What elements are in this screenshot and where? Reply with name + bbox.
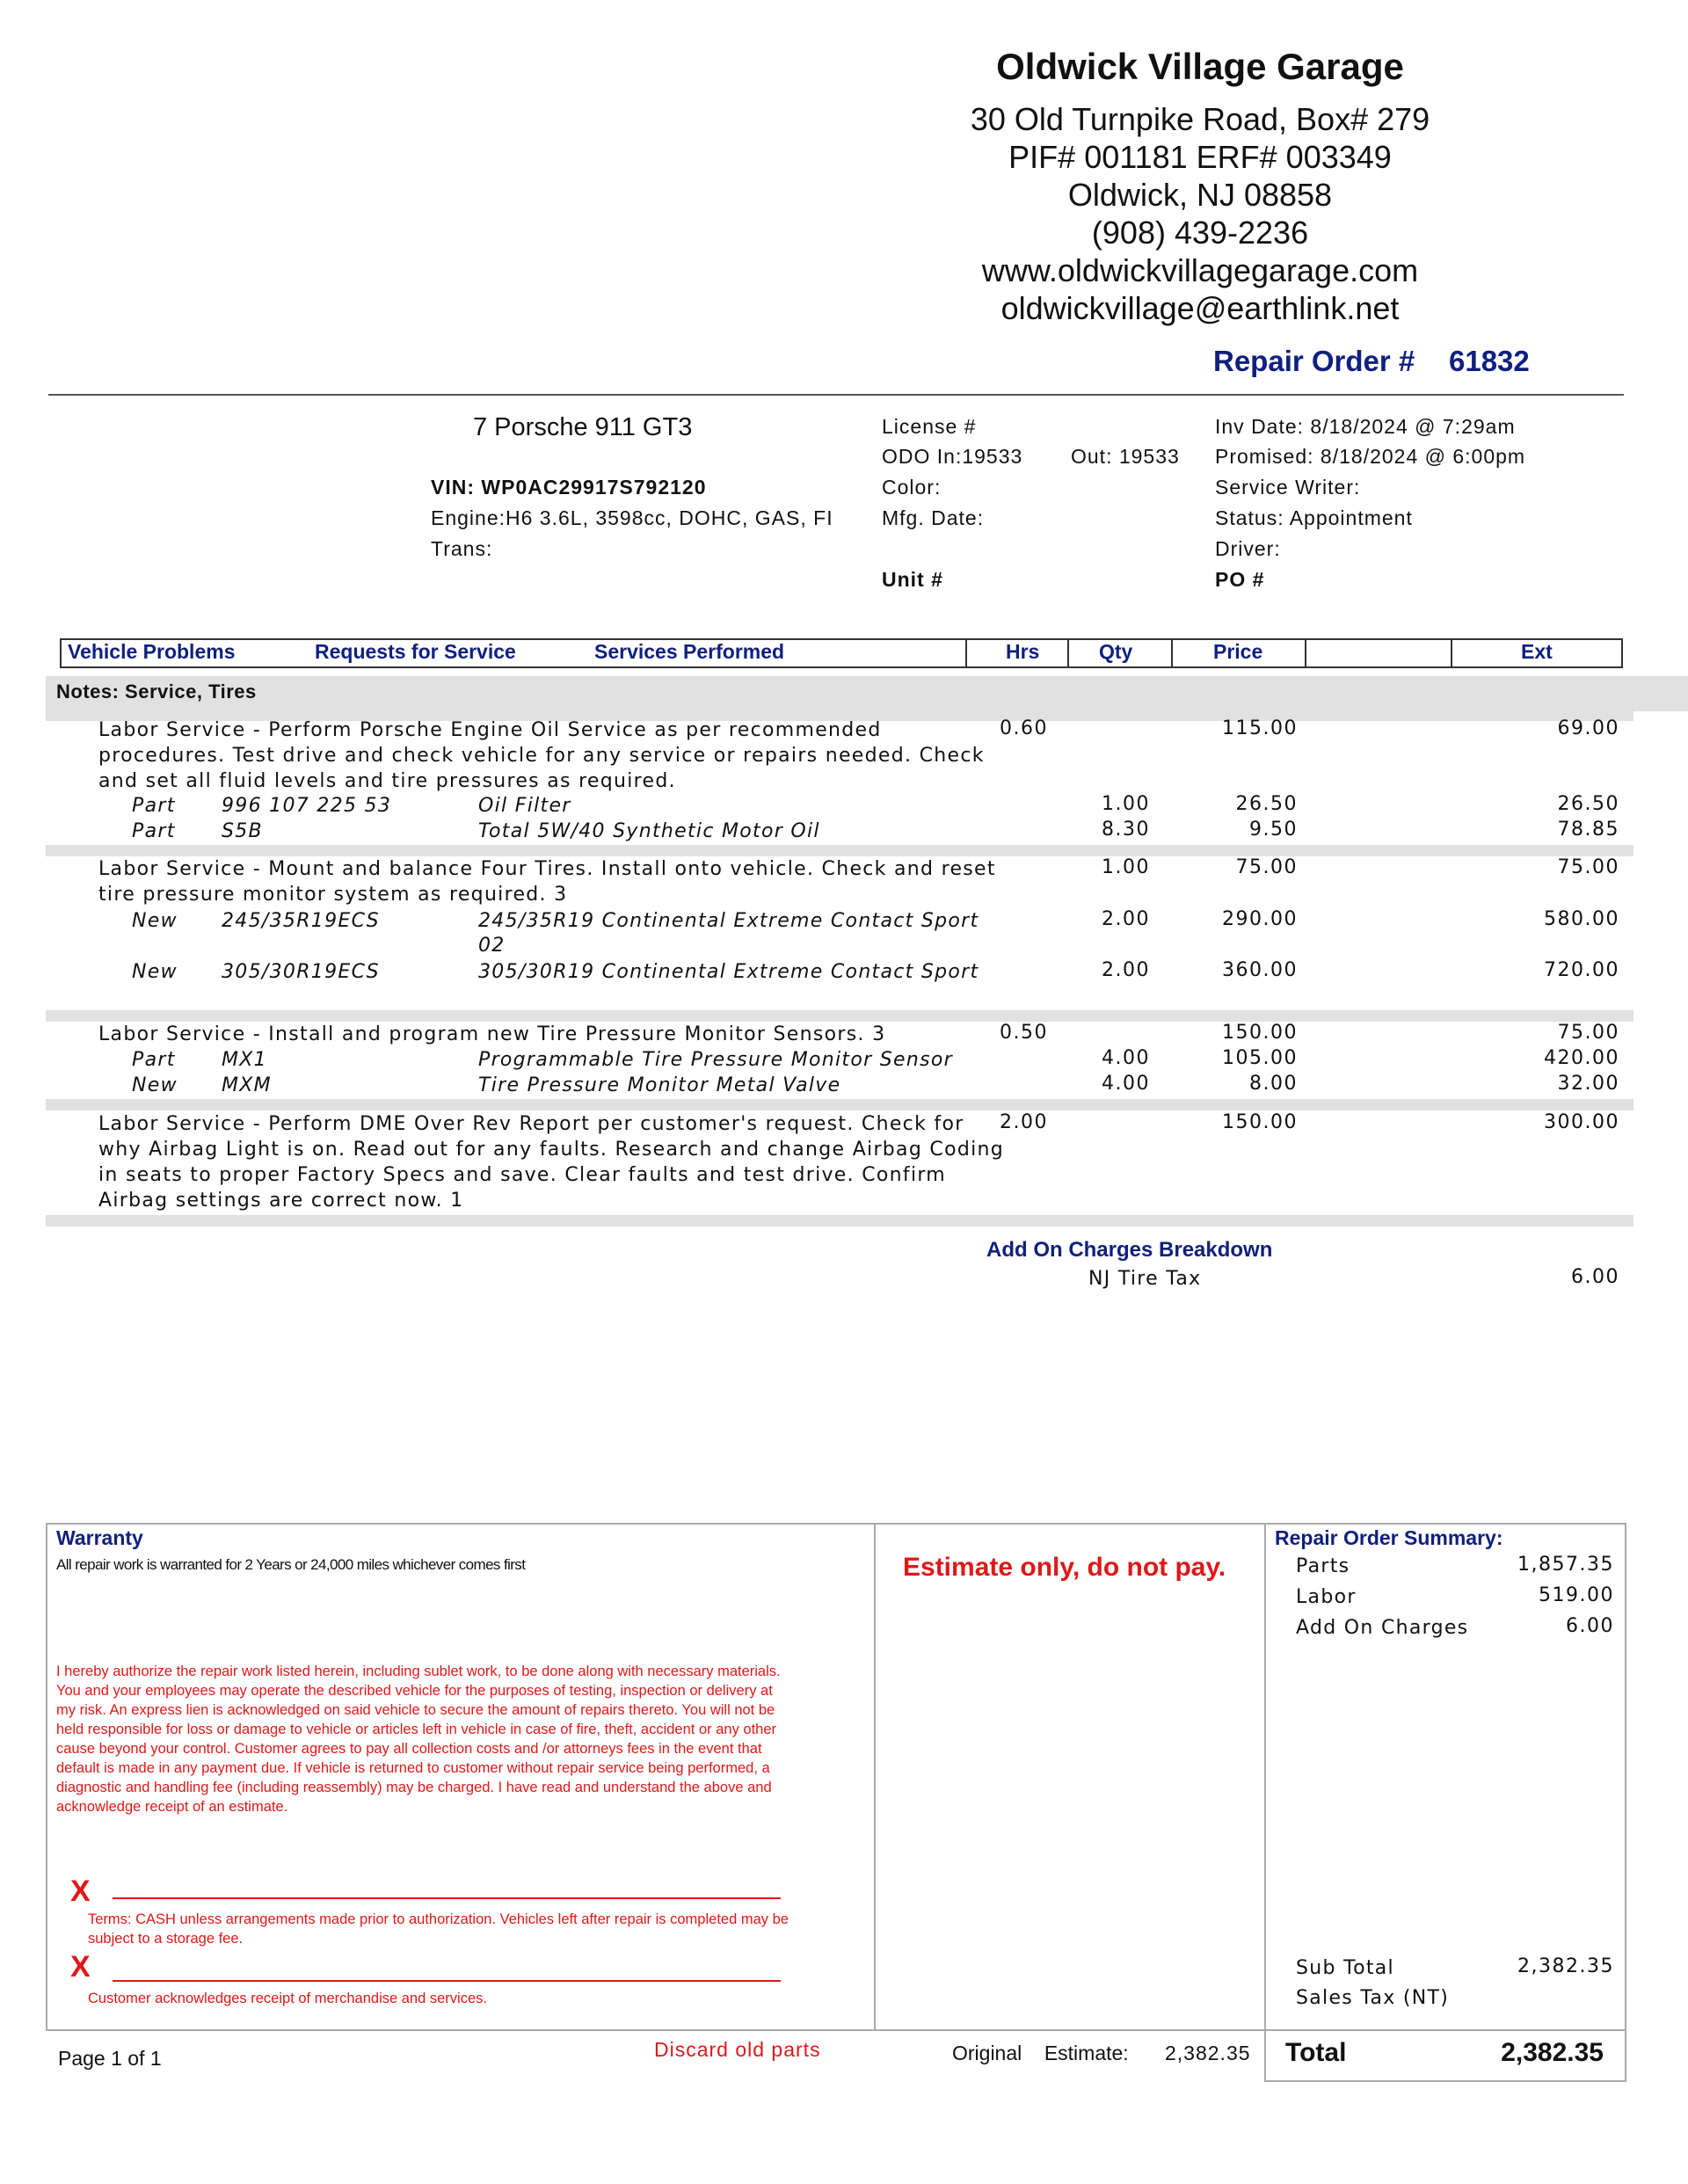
- estimate-note: Estimate only, do not pay.: [903, 1553, 1226, 1582]
- part-type: New: [132, 961, 178, 983]
- part-desc: Total 5W/40 Synthetic Motor Oil: [478, 820, 820, 842]
- table-divider: [1451, 638, 1452, 668]
- header-price: Price: [1213, 640, 1263, 663]
- odo-in: ODO In:19533: [882, 445, 1023, 468]
- inv-date: Inv Date: 8/18/2024 @ 7:29am: [1215, 415, 1516, 438]
- shop-name: Oldwick Village Garage: [996, 46, 1404, 87]
- promised-date: Promised: 8/18/2024 @ 6:00pm: [1215, 445, 1526, 468]
- service-ext: 75.00: [1557, 1022, 1619, 1044]
- header-hrs: Hrs: [1006, 640, 1040, 663]
- part-qty: 8.30: [1102, 819, 1150, 841]
- table-divider: [965, 638, 967, 668]
- service-hrs: 2.00: [1000, 1111, 1048, 1133]
- table-divider: [1171, 638, 1173, 668]
- part-desc: 305/30R19 Continental Extreme Contact Sport: [478, 961, 979, 983]
- service-price: 150.00: [1222, 1111, 1298, 1133]
- driver: Driver:: [1215, 537, 1281, 560]
- part-qty: 4.00: [1102, 1073, 1150, 1095]
- summary-parts-label: Parts: [1296, 1555, 1350, 1577]
- discard-note: Discard old parts: [654, 2038, 821, 2061]
- receipt-text: Customer acknowledges receipt of merchandise and services.: [88, 1991, 487, 2006]
- part-type: Part: [132, 1049, 176, 1071]
- part-qty: 1.00: [1102, 793, 1150, 815]
- repair-order-label: Repair Order #: [1213, 345, 1415, 377]
- mfg-date-label: Mfg. Date:: [882, 506, 985, 529]
- service-line: and set all fluid levels and tire pressures as required.: [98, 770, 676, 792]
- sales-tax-label: Sales Tax (NT): [1296, 1987, 1450, 2009]
- status: Status: Appointment: [1215, 506, 1413, 529]
- signature-line[interactable]: [113, 1897, 781, 1899]
- subtotal-label: Sub Total: [1296, 1957, 1394, 1979]
- shop-address: 30 Old Turnpike Road, Box# 279: [970, 101, 1430, 137]
- addon-label: NJ Tire Tax: [1088, 1268, 1202, 1290]
- service-line: why Airbag Light is on. Read out for any faults. Research and change Airbag Coding: [98, 1139, 1005, 1161]
- service-line: Labor Service - Mount and balance Four Tires. Install onto vehicle. Check and reset: [98, 858, 996, 880]
- shop-city: Oldwick, NJ 08858: [1067, 177, 1333, 213]
- service-price: 75.00: [1235, 856, 1298, 878]
- shop-website: www.oldwickvillagegarage.com: [981, 252, 1419, 288]
- notes-text: Notes: Service, Tires: [56, 681, 257, 703]
- part-code: 996 107 225 53: [222, 795, 392, 817]
- service-line: Labor Service - Perform Porsche Engine Oil Service as per recommended: [98, 719, 882, 741]
- total-label: Total: [1285, 2038, 1347, 2067]
- table-header: [60, 638, 1623, 668]
- section-separator: [46, 1215, 1633, 1227]
- section-separator: [46, 845, 1633, 856]
- part-qty: 2.00: [1102, 908, 1150, 930]
- service-ext: 300.00: [1544, 1111, 1619, 1133]
- table-divider: [1305, 638, 1306, 668]
- part-ext: 580.00: [1544, 908, 1619, 930]
- part-price: 290.00: [1222, 908, 1298, 930]
- signature-mark: X: [70, 1875, 91, 1908]
- license-label: License #: [882, 415, 977, 438]
- service-line: Airbag settings are correct now. 1: [98, 1190, 464, 1212]
- warranty-text: All repair work is warranted for 2 Years or 24,000 miles whichever comes first: [56, 1556, 526, 1573]
- service-writer: Service Writer:: [1215, 476, 1361, 499]
- part-type: Part: [132, 795, 176, 817]
- part-desc-cont: 02: [478, 935, 506, 957]
- subtotal-value: 2,382.35: [1517, 1955, 1614, 1977]
- addon-title: Add On Charges Breakdown: [986, 1238, 1273, 1262]
- part-ext: 78.85: [1557, 819, 1619, 841]
- part-code: S5B: [222, 820, 263, 842]
- part-price: 105.00: [1222, 1047, 1298, 1069]
- part-ext: 420.00: [1544, 1047, 1619, 1069]
- warranty-title: Warranty: [56, 1526, 143, 1549]
- part-type: New: [132, 1074, 178, 1096]
- odo-out: Out: 19533: [1071, 445, 1180, 468]
- estimate-box: [874, 1523, 1266, 2031]
- service-line: in seats to proper Factory Specs and save. Clear faults and test drive. Confirm: [98, 1164, 947, 1186]
- part-price: 26.50: [1235, 793, 1298, 815]
- table-divider: [1067, 638, 1069, 668]
- part-price: 360.00: [1222, 959, 1298, 981]
- header-ext: Ext: [1521, 640, 1553, 663]
- repair-order-number: 61832: [1449, 345, 1530, 377]
- part-type: Part: [132, 820, 176, 842]
- service-line: Labor Service - Install and program new Tire Pressure Monitor Sensors. 3: [98, 1023, 886, 1045]
- summary-labor-label: Labor: [1296, 1586, 1357, 1608]
- part-code: MXM: [222, 1074, 272, 1096]
- notes-band: [46, 676, 1688, 711]
- part-code: 305/30R19ECS: [222, 961, 380, 983]
- unit-label: Unit #: [882, 568, 943, 591]
- total-value: 2,382.35: [1501, 2038, 1604, 2067]
- section-separator: [46, 1010, 1633, 1022]
- part-code: 245/35R19ECS: [222, 910, 380, 932]
- part-price: 8.00: [1249, 1073, 1298, 1095]
- authorization-text: I hereby authorize the repair work listed herein, including sublet work, to be done along with necessary materials. You and your employees may operate the described vehicle for the purposes of testing, inspection or delivery at my risk. An express lien is acknowledged on said vehicle to secure the amount of repairs thereto. You will not be held responsible for loss or damage to vehicle or articles left in vehicle in case of fire, theft, accident or any other cause beyond your control. Customer agrees to pay all collection costs and /or attorneys fees in the event that default is made in any payment due. If vehicle is returned to customer without repair service being performed, a diagnostic and handling fee (including reassembly) may be charged. I have read and understand the above and acknowledge receipt of an estimate.: [56, 1663, 781, 1815]
- shop-phone: (908) 439-2236: [1091, 215, 1309, 251]
- page-number: Page 1 of 1: [58, 2047, 162, 2070]
- header-divider: [48, 394, 1624, 396]
- header-vehicle-problems: Vehicle Problems: [68, 640, 236, 663]
- vehicle-engine: Engine:H6 3.6L, 3598cc, DOHC, GAS, FI: [431, 506, 833, 529]
- summary-title: Repair Order Summary:: [1275, 1526, 1503, 1549]
- shop-ids: PIF# 001181 ERF# 003349: [1008, 139, 1392, 175]
- part-qty: 2.00: [1102, 959, 1150, 981]
- po-label: PO #: [1215, 568, 1265, 591]
- part-desc: Tire Pressure Monitor Metal Valve: [478, 1074, 841, 1096]
- color-label: Color:: [882, 476, 942, 499]
- part-desc: Oil Filter: [478, 795, 571, 817]
- shop-email: oldwickvillage@earthlink.net: [1000, 290, 1400, 326]
- total-divider: [1264, 2029, 1626, 2031]
- header-performed: Services Performed: [594, 640, 785, 663]
- signature-line[interactable]: [113, 1980, 781, 1982]
- addon-value: 6.00: [1571, 1266, 1619, 1288]
- vehicle-vin: VIN: WP0AC29917S792120: [431, 476, 707, 499]
- signature-mark: X: [70, 1950, 91, 1984]
- service-ext: 69.00: [1557, 717, 1619, 739]
- service-hrs: 0.60: [1000, 717, 1048, 739]
- service-line: procedures. Test drive and check vehicle for any service or repairs needed. Check: [98, 745, 985, 767]
- part-type: New: [132, 910, 178, 932]
- part-qty: 4.00: [1102, 1047, 1150, 1069]
- summary-parts: 1,857.35: [1517, 1554, 1614, 1576]
- service-qty: 1.00: [1102, 856, 1150, 878]
- summary-addon: 6.00: [1566, 1615, 1614, 1637]
- service-price: 115.00: [1222, 717, 1298, 739]
- header-requests: Requests for Service: [315, 640, 516, 663]
- service-hrs: 0.50: [1000, 1022, 1048, 1044]
- service-line: tire pressure monitor system as required. 3: [98, 884, 568, 906]
- part-desc: 245/35R19 Continental Extreme Contact Sport: [478, 910, 979, 932]
- service-line: Labor Service - Perform DME Over Rev Report per customer's request. Check for: [98, 1113, 964, 1135]
- part-code: MX1: [222, 1049, 267, 1071]
- section-separator: [46, 1099, 1633, 1110]
- header-qty: Qty: [1099, 640, 1133, 663]
- terms-text: Terms: CASH unless arrangements made prior to authorization. Vehicles left after repair is completed may be subject to a storage fee.: [88, 1911, 789, 1947]
- service-ext: 75.00: [1557, 856, 1619, 878]
- part-price: 9.50: [1249, 819, 1298, 841]
- summary-addon-label: Add On Charges: [1296, 1617, 1469, 1639]
- vehicle-trans: Trans:: [431, 537, 493, 560]
- part-desc: Programmable Tire Pressure Monitor Sensor: [478, 1049, 953, 1071]
- original-estimate-value: 2,382.35: [1165, 2042, 1251, 2064]
- part-ext: 720.00: [1544, 959, 1619, 981]
- summary-labor: 519.00: [1539, 1584, 1614, 1606]
- vehicle-title: 7 Porsche 911 GT3: [473, 413, 693, 441]
- service-price: 150.00: [1222, 1022, 1298, 1044]
- part-ext: 26.50: [1557, 793, 1619, 815]
- part-ext: 32.00: [1557, 1073, 1619, 1095]
- original-estimate-label: Original Estimate:: [952, 2042, 1129, 2064]
